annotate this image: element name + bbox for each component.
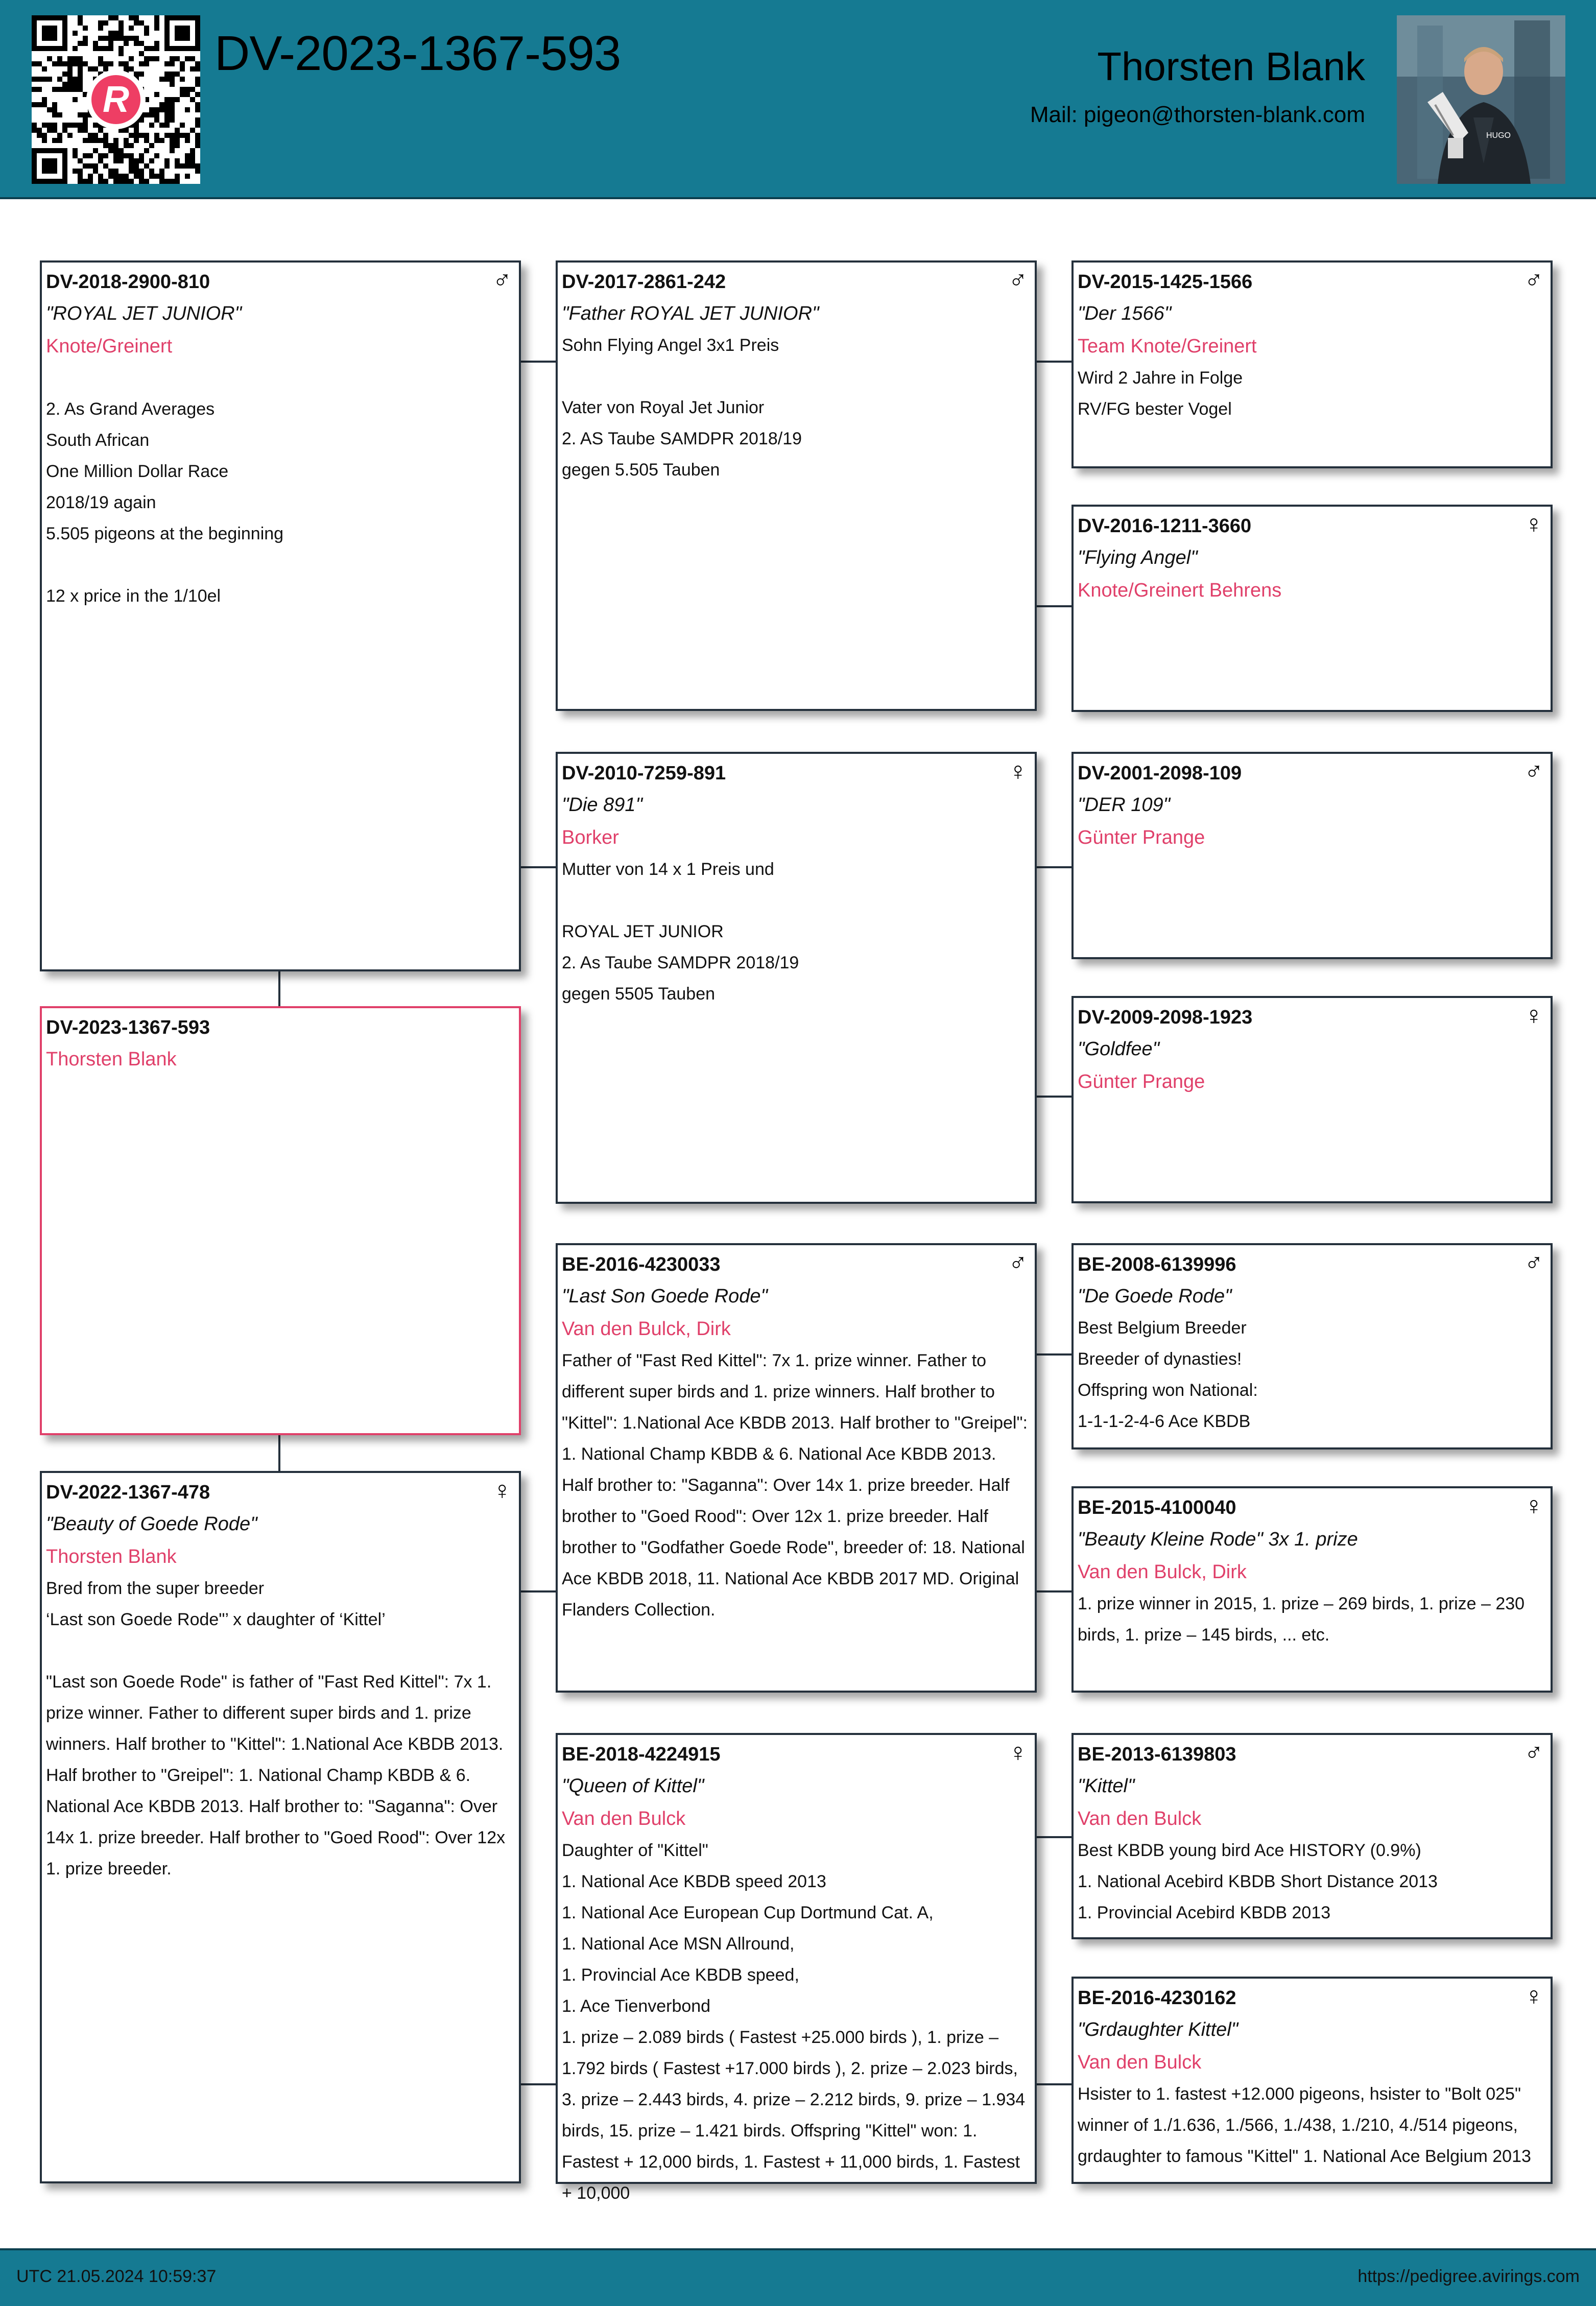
male-icon: ♂ <box>1524 1738 1543 1767</box>
header-band <box>0 0 1596 199</box>
female-icon: ♀ <box>1524 1491 1543 1520</box>
pigeon-notes: Wird 2 Jahre in Folge RV/FG bester Vogel <box>1078 368 1243 419</box>
pigeon-notes: Best Belgium Breeder Breeder of dynasties! Offspring won National: 1-1-1-2-4-6 Ace KBDB <box>1078 1318 1258 1431</box>
pigeon-notes: Best KBDB young bird Ace HISTORY (0.9%) 1. National Acebird KBDB Short Distance 2013 1. Provincial Acebird KBDB 2013 <box>1078 1841 1438 1922</box>
breeder-name: Knote/Greinert Behrens <box>1078 580 1282 601</box>
ring-number: DV-2015-1425-1566 <box>1078 271 1253 293</box>
breeder-name: Knote/Greinert <box>46 336 173 357</box>
connector <box>520 361 557 363</box>
pigeon-card-mff[interactable] <box>1071 1243 1553 1449</box>
pigeon-name: "Goldfee" <box>1078 1038 1160 1060</box>
male-icon: ♂ <box>1524 266 1543 294</box>
pigeon-name: "Queen of Kittel" <box>562 1775 704 1797</box>
connector <box>278 1434 280 1472</box>
connector <box>1036 605 1073 607</box>
breeder-name: Günter Prange <box>1078 827 1205 848</box>
pigeon-notes: Father of "Fast Red Kittel": 7x 1. prize winner. Father to different super birds and 1. prize winners. Half brother to "Kittel": 1.National Ace KBDB 2013. Half brother to "Greipel": 1. National Champ KBDB & 6. National Ace KBDB 2013. Half brother to: "Saganna": Over 14x 1. prize breeder. Half brother to "Goed Rood": Over 12x 1. prize breeder. Half brother to "Godfather Goede Rode", breeder of: 18. National Ace KBDB 2018, 11. National Ace KBDB 2017 MD. Original Flanders Collection. <box>562 1351 1028 1620</box>
female-icon: ♀ <box>1524 1001 1543 1030</box>
ring-number: BE-2015-4100040 <box>1078 1497 1236 1518</box>
pigeon-card-subject[interactable] <box>40 1006 521 1435</box>
breeder-name: Van den Bulck <box>562 1808 686 1829</box>
pigeon-card-maternal-grandfather[interactable] <box>556 1243 1037 1693</box>
connector <box>1036 866 1073 868</box>
breeder-name: Thorsten Blank <box>46 1049 177 1070</box>
male-icon: ♂ <box>1008 1248 1028 1277</box>
breeder-name: Thorsten Blank <box>46 1546 177 1567</box>
pigeon-card-fmf[interactable] <box>1071 752 1553 959</box>
pigeon-name: "Die 891" <box>562 794 642 816</box>
ring-number: DV-2023-1367-593 <box>46 1017 210 1038</box>
connector <box>1036 361 1073 363</box>
pigeon-card-ffm[interactable] <box>1071 505 1553 712</box>
female-icon: ♀ <box>492 1476 512 1505</box>
pigeon-notes: Bred from the super breeder ‘Last son Goede Rode"’ x daughter of ‘Kittel’ "Last son Goede Rode" is father of "Fast Red Kittel": 7x 1. prize winner. Father to different super birds and 1. prize winners. Half brother to "Kittel": 1.National Ace KBDB 2013. Half brother to "Greipel": 1. National Champ KBDB & 6. National Ace KBDB 2013. Half brother to: "Saganna": Over 14x 1. prize breeder. Half brother to "Goed Rood": Over 12x 1. prize breeder. <box>46 1579 506 1879</box>
female-icon: ♀ <box>1524 510 1543 538</box>
connector <box>520 1590 557 1592</box>
pigeon-name: "ROYAL JET JUNIOR" <box>46 303 242 324</box>
breeder-name: Van den Bulck <box>1078 2052 1202 2073</box>
pigeon-name: "Beauty Kleine Rode" 3x 1. prize <box>1078 1529 1358 1550</box>
qr-code[interactable] <box>32 15 200 184</box>
pigeon-notes: 2. As Grand Averages South African One Million Dollar Race 2018/19 again 5.505 pigeons at the beginning 12 x price in the 1/10el <box>46 399 284 606</box>
ring-number: DV-2010-7259-891 <box>562 763 726 784</box>
connector <box>1036 1353 1073 1356</box>
pigeon-card-paternal-grandfather[interactable] <box>556 260 1037 711</box>
ring-number: BE-2013-6139803 <box>1078 1744 1236 1765</box>
footer-band <box>0 2248 1596 2306</box>
pigeon-name: "Kittel" <box>1078 1775 1135 1797</box>
male-icon: ♂ <box>492 266 512 294</box>
breeder-name: Günter Prange <box>1078 1071 1205 1092</box>
ring-number: DV-2018-2900-810 <box>46 271 210 293</box>
pigeon-card-fmm[interactable] <box>1071 996 1553 1203</box>
pigeon-notes: Hsister to 1. fastest +12.000 pigeons, hsister to "Bolt 025" winner of 1./1.636, 1./566, 1./438, 1./210, 4./514 pigeons, grdaughter to famous "Kittel" 1. National Ace Belgium 2013 <box>1078 2084 1531 2166</box>
connector <box>520 866 557 868</box>
owner-photo <box>1397 15 1565 184</box>
ring-number: BE-2016-4230162 <box>1078 1987 1236 2009</box>
female-icon: ♀ <box>1524 1982 1543 2010</box>
pigeon-name: "Father ROYAL JET JUNIOR" <box>562 303 819 324</box>
ring-number: DV-2001-2098-109 <box>1078 763 1242 784</box>
pigeon-card-father[interactable] <box>40 260 521 971</box>
pigeon-card-paternal-grandmother[interactable] <box>556 752 1037 1204</box>
pigeon-name: "Der 1566" <box>1078 303 1172 324</box>
connector <box>1036 2083 1073 2085</box>
connector <box>1036 1590 1073 1592</box>
pigeon-card-mmm[interactable] <box>1071 1977 1553 2184</box>
pigeon-card-mmf[interactable] <box>1071 1733 1553 1939</box>
pigeon-notes: Sohn Flying Angel 3x1 Preis Vater von Royal Jet Junior 2. AS Taube SAMDPR 2018/19 gegen 5.505 Tauben <box>562 336 802 480</box>
svg-text:HUGO: HUGO <box>1486 131 1511 140</box>
pigeon-notes: Daughter of "Kittel" 1. National Ace KBDB speed 2013 1. National Ace European Cup Dortmund Cat. A, 1. National Ace MSN Allround, 1. Provincial Ace KBDB speed, 1. Ace Tienverbond 1. prize – 2.089 birds ( Fastest +25.000 birds ), 1. prize – 1.792 birds ( Fastest +17.000 birds ), 2. prize – 2.023 birds, 3. prize – 2.443 birds, 4. prize – 2.212 birds, 9. prize – 1.934 birds, 15. prize – 1.421 birds. Offspring "Kittel" won: 1. Fastest + 12,000 birds, 1. Fastest + 11,000 birds, 1. Fastest + 10,000 <box>562 1841 1026 2203</box>
male-icon: ♂ <box>1008 266 1028 294</box>
ring-number: DV-2016-1211-3660 <box>1078 515 1252 537</box>
pigeon-card-maternal-grandmother[interactable] <box>556 1733 1037 2203</box>
ring-number: BE-2016-4230033 <box>562 1254 721 1275</box>
female-icon: ♀ <box>1008 757 1028 786</box>
breeder-name: Van den Bulck, Dirk <box>562 1318 731 1340</box>
ring-number: DV-2017-2861-242 <box>562 271 726 293</box>
breeder-name: Van den Bulck, Dirk <box>1078 1561 1247 1583</box>
ring-number: BE-2008-6139996 <box>1078 1254 1236 1275</box>
connector <box>520 2083 557 2085</box>
breeder-name: Team Knote/Greinert <box>1078 336 1257 357</box>
owner-mail[interactable]: Mail: pigeon@thorsten-blank.com <box>1030 102 1365 127</box>
pigeon-name: "Last Son Goede Rode" <box>562 1286 768 1307</box>
connector <box>1036 1836 1073 1838</box>
breeder-name: Borker <box>562 827 619 848</box>
male-icon: ♂ <box>1524 1248 1543 1277</box>
pigeon-notes: 1. prize winner in 2015, 1. prize – 269 birds, 1. prize – 230 birds, 1. prize – 145 birds, ... etc. <box>1078 1594 1525 1645</box>
owner-name: Thorsten Blank <box>1097 44 1365 89</box>
page-title: DV-2023-1367-593 <box>215 26 621 81</box>
ring-number: DV-2009-2098-1923 <box>1078 1007 1253 1028</box>
ring-number: BE-2018-4224915 <box>562 1744 721 1765</box>
pigeon-card-fff[interactable] <box>1071 260 1553 468</box>
pigeon-name: "Grdaughter Kittel" <box>1078 2019 1238 2040</box>
pigeon-notes: Mutter von 14 x 1 Preis und ROYAL JET JUNIOR 2. As Taube SAMDPR 2018/19 gegen 5505 Tauben <box>562 860 799 1004</box>
connector <box>1036 1096 1073 1098</box>
female-icon: ♀ <box>1008 1738 1028 1767</box>
footer-link[interactable]: https://pedigree.avirings.com <box>1357 2267 1580 2286</box>
breeder-name: Van den Bulck <box>1078 1808 1202 1829</box>
pigeon-card-mother[interactable] <box>40 1471 521 2183</box>
male-icon: ♂ <box>1524 757 1543 786</box>
pigeon-name: "De Goede Rode" <box>1078 1286 1232 1307</box>
footer-timestamp: UTC 21.05.2024 10:59:37 <box>16 2267 217 2286</box>
connector <box>278 970 280 1006</box>
avirings-logo: R <box>86 70 146 129</box>
pigeon-name: "DER 109" <box>1078 794 1171 816</box>
pigeon-name: "Flying Angel" <box>1078 547 1198 568</box>
pigeon-card-mfm[interactable] <box>1071 1486 1553 1693</box>
pigeon-name: "Beauty of Goede Rode" <box>46 1513 257 1535</box>
ring-number: DV-2022-1367-478 <box>46 1482 210 1503</box>
